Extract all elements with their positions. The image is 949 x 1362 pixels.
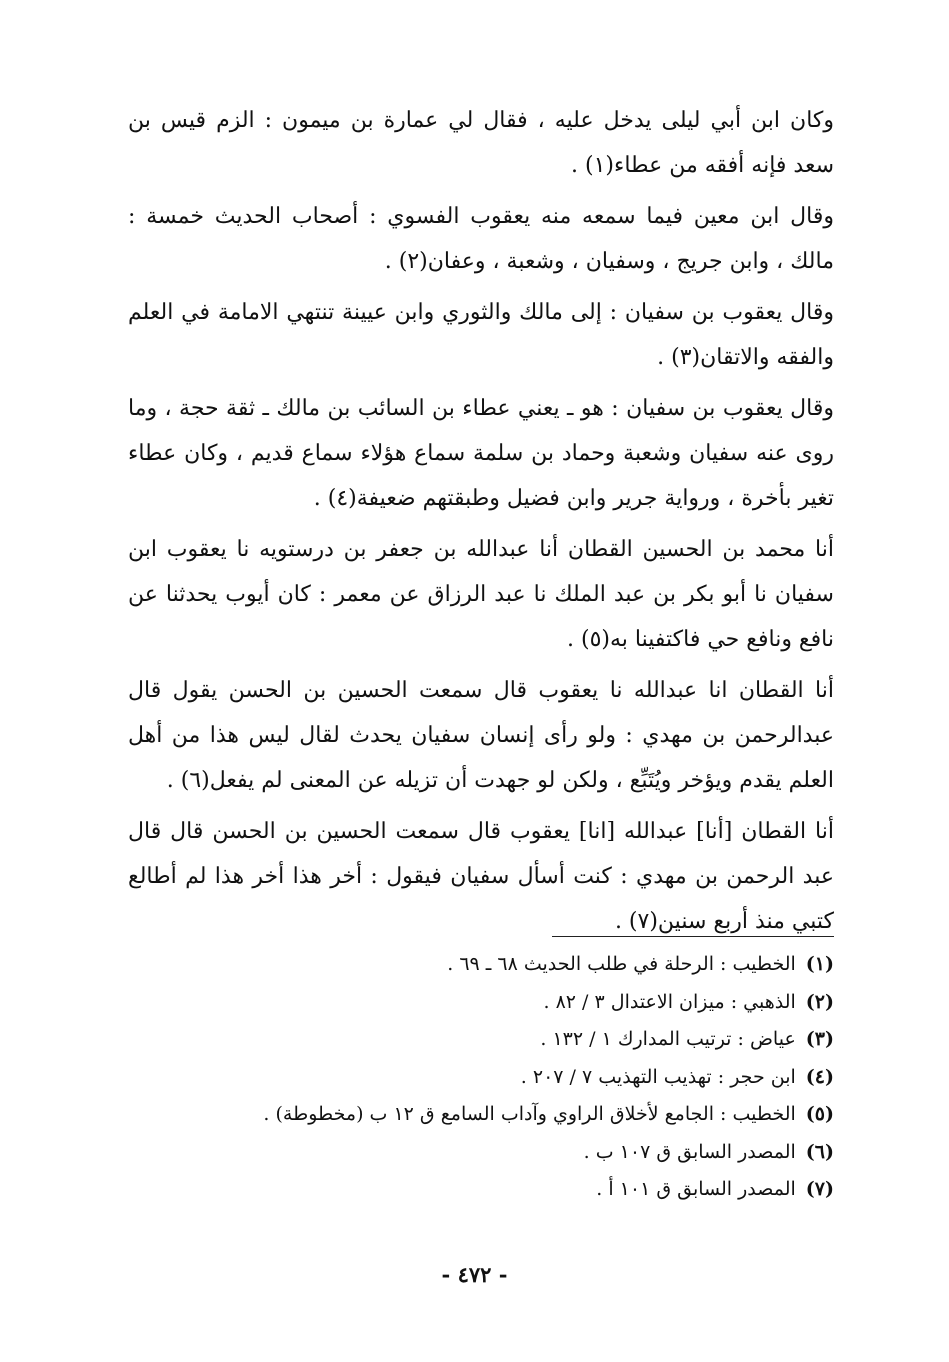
footnote-text: الخطيب : الجامع لأخلاق الراوي وآداب السامع ق ١٢ ب (مخطوطة) .	[263, 1103, 796, 1125]
footnote-text: الخطيب : الرحلة في طلب الحديث ٦٨ ـ ٦٩ .	[447, 953, 796, 975]
footnote-number: (٤)	[805, 1065, 834, 1088]
footnote-text: الذهبي : ميزان الاعتدال ٣ / ٨٢ .	[543, 990, 796, 1013]
footnote-number: (٦)	[805, 1140, 834, 1163]
paragraph: أنا القطان [أنا] عبدالله [انا] يعقوب قال سمعت الحسين بن الحسن قال قال عبد الرحمن بن مهدي : كنت أسأل سفيان فيقول : أخر هذا أخر هذا لم أطالع كتبي منذ أربع سنين(٧) .	[128, 819, 834, 934]
footnote-number: (١)	[805, 953, 834, 975]
footnote-item	[128, 1134, 834, 1172]
footnote-text: المصدر السابق ق ١٠١ أ .	[596, 1178, 796, 1200]
footnote-item	[128, 984, 834, 1022]
paragraph: وكان ابن أبي ليلى يدخل عليه ، فقال لي عمارة بن ميمون : الزم قيس بن سعد فإنه أفقه من عطاء(١) .	[128, 108, 834, 178]
paragraph: أنا القطان انا عبدالله نا يعقوب قال سمعت الحسين بن الحسن يقول قال عبدالرحمن بن مهدي : ولو رأى إنسان سفيان يحدث لقال ليس هذا من أهل العلم يقدم ويؤخر ويُتَبِّع ، ولكن لو جهدت أن تزيله عن المعنى لم يفعل(٦) .	[128, 678, 834, 793]
paragraph: وقال يعقوب بن سفيان : إلى مالك والثوري وابن عيينة تنتهي الامامة في العلم والفقه والاتقان(٣) .	[128, 300, 834, 370]
footnote-item	[128, 1171, 834, 1209]
footnote-item	[128, 1096, 834, 1134]
paragraph: وقال ابن معين فيما سمعه منه يعقوب الفسوي : أصحاب الحديث خمسة : مالك ، وابن جريج ، وسفيان ، وشعبة ، وعفان(٢) .	[128, 204, 834, 274]
footnote-text: المصدر السابق ق ١٠٧ ب .	[583, 1140, 796, 1163]
footnote-text: عياض : ترتيب المدارك ١ / ١٣٢ .	[540, 1028, 796, 1050]
footnote-number: (٢)	[805, 990, 834, 1013]
footnote-item	[128, 946, 834, 984]
footnote-text: ابن حجر : تهذيب التهذيب ٧ / ٢٠٧ .	[520, 1065, 796, 1088]
footnote-number: (٧)	[805, 1178, 834, 1200]
footnote-item	[128, 1021, 834, 1059]
footnote-number: (٥)	[805, 1103, 834, 1125]
footnote-item	[128, 1059, 834, 1097]
page-number: - ٤٧٢ -	[441, 1262, 508, 1287]
footnote-number: (٣)	[805, 1028, 834, 1050]
main-text	[128, 98, 834, 944]
footnote-divider	[552, 936, 834, 937]
paragraph: وقال يعقوب بن سفيان : هو ـ يعني عطاء بن السائب بن مالك ـ ثقة حجة ، وما روى عنه سفيان وشعبة وحماد بن سلمة سماع هؤلاء سماع قديم ، وكان عطاء تغير بأخرة ، ورواية جرير وابن فضيل وطبقتهم ضعيفة(٤) .	[128, 396, 834, 511]
footnotes	[128, 946, 834, 1209]
paragraph: أنا محمد بن الحسين القطان أنا عبدالله بن جعفر بن درستويه نا يعقوب ابن سفيان نا أبو بكر بن عبد الملك نا عبد الرزاق عن معمر : كان أيوب يحدثنا عن نافع ونافع حي فاكتفينا به(٥) .	[128, 537, 834, 652]
